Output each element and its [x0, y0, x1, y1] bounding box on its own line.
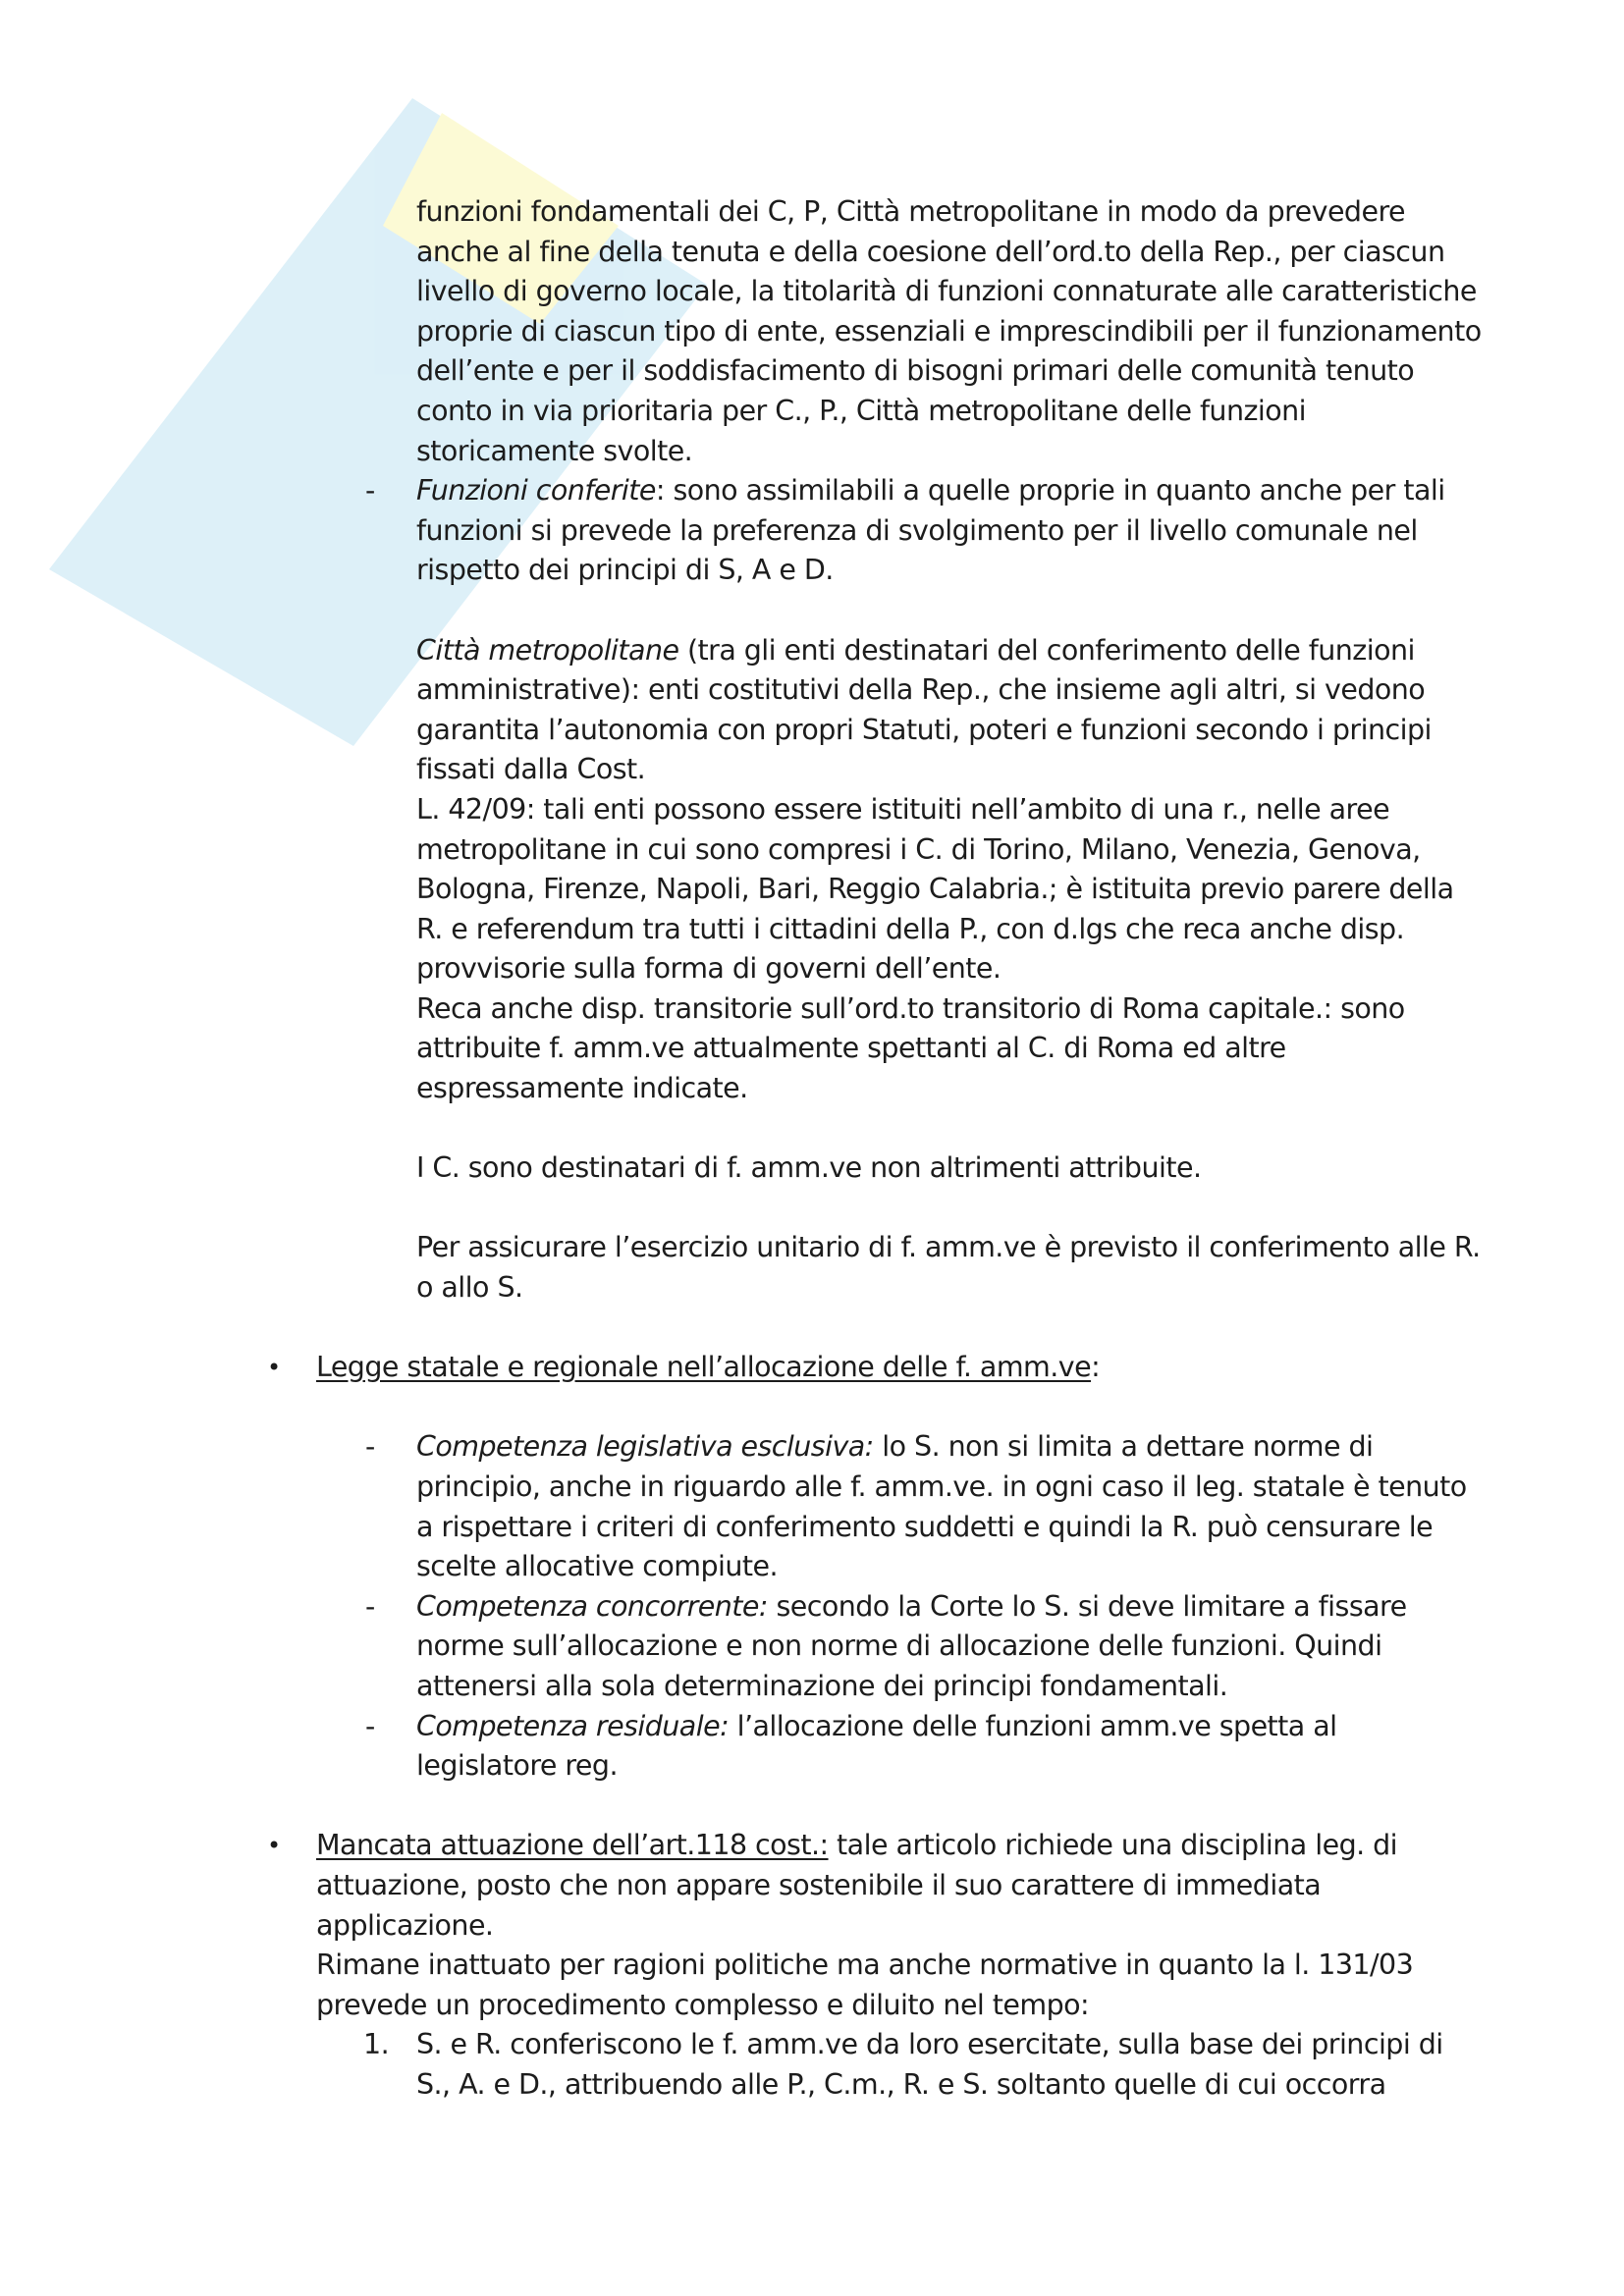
- competenza-residuale-text: l’allocazione delle funzioni amm.ve spetta al legislatore reg.: [416, 1709, 1337, 1783]
- competenza-esclusiva-term: Competenza legislativa esclusiva:: [416, 1430, 874, 1464]
- funzioni-conferite-item: [316, 471, 1485, 591]
- competenza-concorrente-term: Competenza concorrente:: [416, 1589, 768, 1623]
- funzioni-conferite-term: Funzioni conferite: [416, 474, 656, 507]
- funzioni-fondamentali-paragraph: funzioni fondamentali dei C, P, Città metropolitane in modo da prevedere anche al fine della tenuta e della coesione dell’ord.to della Rep., per ciascun livello di governo locale, la titolarità di funzioni connaturate alle caratteristiche proprie di ciascun tipo di ente, essenziali e imprescindibili per il funzionamento dell’ente e per il soddisfacimento di bisogni primari delle comunità tenuto conto in via prioritaria per C., P., Città metropolitane delle funzioni storicamente svolte.: [416, 195, 1482, 467]
- roma-capitale-paragraph: Reca anche disp. transitorie sull’ord.to transitorio di Roma capitale.: sono attribuite f. amm.ve attualmente spettanti al C. di Roma ed altre espressamente indicate.: [416, 991, 1405, 1105]
- mancata-attuazione-heading: Mancata attuazione dell’art.118 cost.:: [316, 1829, 829, 1862]
- citta-metropolitane-text: (tra gli enti destinatari del conferimento delle funzioni amministrative): enti costitutivi della Rep., che insieme agli altri, si vedono garantita l’autonomia con propri Statuti, poteri e funzioni secondo i principi fissati dalla Cost.: [416, 633, 1432, 786]
- competenza-esclusiva-text: lo S. non si limita a dettare norme di principio, anche in riguardo alle f. amm.ve. in ogni caso il leg. statale è tenuto a rispettare i criteri di conferimento suddetti e quindi la R. può censurare le scelte allocative compiute.: [416, 1430, 1467, 1583]
- competenza-concorrente-text: secondo la Corte lo S. si deve limitare a fissare norme sull’allocazione e non norme di allocazione delle funzioni. Quindi attenersi alla sola determinazione dei principi fondamentali.: [416, 1589, 1407, 1702]
- funzioni-conferite-text: : sono assimilabili a quelle proprie in quanto anche per tali funzioni si prevede la preferenza di svolgimento per il livello comunale nel rispetto dei principi di S, A e D.: [416, 474, 1445, 587]
- competenza-esclusiva-item: [316, 1427, 1485, 1586]
- numbered-step-item: [316, 2025, 1485, 2105]
- legge-42-09-paragraph: L. 42/09: tali enti possono essere istituiti nell’ambito di una r., nelle aree metropolitane in cui sono compresi i C. di Torino, Milano, Venezia, Genova, Bologna, Firenze, Napoli, Bari, Reggio Calabria.; è istituita previo parere della R. e referendum tra tutti i cittadini della P., con d.lgs che reca anche disp. provvisorie sulla forma di governi dell’ente.: [416, 792, 1454, 986]
- dash-marker: -: [365, 1589, 375, 1623]
- step-text: S. e R. conferiscono le f. amm.ve da loro esercitate, sulla base dei principi di S., A. e D., attribuendo alle P., C.m., R. e S. soltanto quelle di cui occorra: [416, 2028, 1443, 2101]
- competenza-residuale-term: Competenza residuale:: [416, 1709, 730, 1742]
- comuni-paragraph: I C. sono destinatari di f. amm.ve non altrimenti attribuite.: [416, 1151, 1202, 1185]
- legge-statale-heading: Legge statale e regionale nell’allocazione delle f. amm.ve: [316, 1351, 1092, 1384]
- competenza-residuale-item: [316, 1707, 1485, 1787]
- competenza-concorrente-item: [316, 1587, 1485, 1707]
- legge-statale-heading-suffix: :: [1091, 1351, 1101, 1384]
- dash-marker: -: [365, 474, 375, 507]
- citta-metropolitane-paragraph: [316, 631, 1485, 790]
- mancata-attuazione-section: [267, 1826, 1485, 1946]
- document-body: [267, 192, 1485, 2106]
- bullet-marker: •: [267, 1354, 281, 1382]
- mancata-attuazione-text2: Rimane inattuato per ragioni politiche ma anche normative in quanto la l. 131/03 prevede un procedimento complesso e diluito nel tempo:: [316, 1949, 1414, 2021]
- dash-marker: -: [365, 1709, 375, 1742]
- step-number: 1.: [363, 2028, 390, 2061]
- legge-statale-section: [267, 1348, 1485, 1388]
- dash-marker: -: [365, 1430, 375, 1464]
- mancata-attuazione-text: tale articolo richiede una disciplina leg. di attuazione, posto che non appare sostenibile il suo carattere di immediata applicazione.: [316, 1829, 1398, 1942]
- bullet-marker: •: [267, 1832, 281, 1860]
- citta-metropolitane-term: Città metropolitane: [416, 633, 679, 667]
- esercizio-unitario-paragraph: Per assicurare l’esercizio unitario di f. amm.ve è previsto il conferimento alle R. o allo S.: [416, 1231, 1481, 1305]
